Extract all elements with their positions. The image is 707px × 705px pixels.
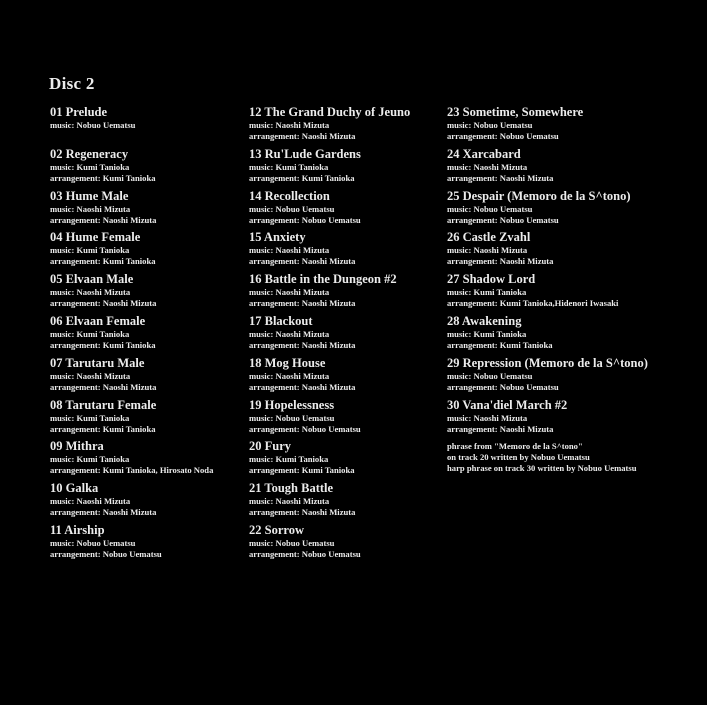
track-title: 05 Elvaan Male (50, 272, 134, 287)
tracklist-column-3-tracks (447, 105, 697, 439)
track-music-credit: music: Naoshi Mizuta (50, 370, 131, 381)
track-arrangement-credit: arrangement: Kumi Tanioka (50, 256, 156, 267)
track-arrangement-credit: arrangement: Naoshi Mizuta (249, 298, 356, 309)
track-title: 30 Vana'diel March #2 (447, 397, 568, 412)
track-title: 24 Xarcabard (447, 146, 521, 161)
track-title: 14 Recollection (249, 188, 330, 203)
track-title: 26 Castle Zvahl (447, 230, 531, 245)
track-arrangement-credit: arrangement: Naoshi Mizuta (447, 256, 554, 267)
track-arrangement-credit: arrangement: Kumi Tanioka (249, 172, 355, 183)
track-title: 21 Tough Battle (249, 481, 334, 496)
track-arrangement-credit: arrangement: Kumi Tanioka (447, 339, 553, 350)
track-music-credit: music: Nobuo Uematsu (50, 120, 136, 130)
track-arrangement-credit: arrangement: Naoshi Mizuta (249, 131, 356, 141)
track-item (50, 105, 245, 147)
track-title: 13 Ru'Lude Gardens (249, 146, 361, 161)
track-music-credit: music: Nobuo Uematsu (50, 537, 136, 548)
credit-note-line: on track 20 written by Nobuo Uematsu (447, 452, 590, 463)
track-arrangement-credit: arrangement: Nobuo Uematsu (447, 381, 559, 392)
track-item (249, 398, 444, 440)
track-arrangement-credit: arrangement: Kumi Tanioka (50, 172, 156, 183)
track-arrangement-credit: arrangement: Naoshi Mizuta (249, 256, 356, 267)
track-item (50, 398, 245, 440)
track-music-credit: music: Naoshi Mizuta (447, 245, 528, 256)
track-title: 10 Galka (50, 481, 99, 496)
track-music-credit: music: Nobuo Uematsu (249, 412, 335, 423)
track-item (50, 439, 245, 481)
track-music-credit: music: Kumi Tanioka (249, 454, 329, 465)
track-music-credit: music: Naoshi Mizuta (249, 496, 330, 507)
track-title: 02 Regeneracy (50, 146, 129, 161)
track-item (50, 147, 245, 189)
track-title: 29 Repression (Memoro de la S^tono) (447, 355, 648, 370)
track-music-credit: music: Kumi Tanioka (50, 328, 130, 339)
track-arrangement-credit: arrangement: Naoshi Mizuta (447, 172, 554, 183)
track-title: 03 Hume Male (50, 188, 129, 203)
track-item (447, 398, 697, 440)
credit-note-line: harp phrase on track 30 written by Nobuo Uematsu (447, 463, 637, 474)
track-arrangement-credit: arrangement: Naoshi Mizuta (249, 381, 356, 392)
track-music-credit: music: Kumi Tanioka (249, 161, 329, 172)
track-arrangement-credit: arrangement: Nobuo Uematsu (447, 131, 559, 141)
track-item (447, 230, 697, 272)
track-item (249, 439, 444, 481)
track-music-credit: music: Nobuo Uematsu (447, 203, 533, 214)
track-item (249, 481, 444, 523)
track-item (249, 189, 444, 231)
track-music-credit: music: Kumi Tanioka (50, 454, 130, 465)
track-arrangement-credit: arrangement: Kumi Tanioka, Hirosato Noda (50, 465, 214, 476)
track-music-credit: music: Naoshi Mizuta (249, 328, 330, 339)
track-title: 08 Tarutaru Female (50, 397, 157, 412)
track-music-credit: music: Naoshi Mizuta (447, 412, 528, 423)
track-item (249, 105, 444, 147)
track-music-credit: music: Kumi Tanioka (447, 287, 527, 298)
track-arrangement-credit: arrangement: Naoshi Mizuta (50, 214, 157, 225)
track-item (50, 272, 245, 314)
track-item (447, 105, 697, 147)
track-music-credit: music: Kumi Tanioka (447, 328, 527, 339)
credit-notes (447, 441, 697, 474)
track-arrangement-credit: arrangement: Nobuo Uematsu (447, 214, 559, 225)
track-title: 09 Mithra (50, 439, 104, 454)
track-arrangement-credit: arrangement: Naoshi Mizuta (50, 298, 157, 309)
track-item (447, 147, 697, 189)
track-title: 06 Elvaan Female (50, 313, 146, 328)
track-item (50, 189, 245, 231)
track-title: 27 Shadow Lord (447, 272, 536, 287)
track-item (249, 356, 444, 398)
track-item (249, 230, 444, 272)
credit-note-line: phrase from "Memoro de la S^tono" (447, 441, 583, 452)
tracklist-column-3 (447, 105, 697, 474)
track-item (447, 189, 697, 231)
track-title: 19 Hopelessness (249, 397, 335, 412)
track-item (447, 314, 697, 356)
track-title: 01 Prelude (50, 105, 108, 119)
track-music-credit: music: Kumi Tanioka (50, 412, 130, 423)
track-music-credit: music: Naoshi Mizuta (50, 496, 131, 507)
track-arrangement-credit: arrangement: Nobuo Uematsu (50, 548, 162, 559)
track-title: 20 Fury (249, 439, 292, 454)
track-arrangement-credit: arrangement: Naoshi Mizuta (249, 339, 356, 350)
track-music-credit: music: Naoshi Mizuta (249, 120, 330, 130)
tracklist-column-2 (249, 105, 444, 565)
track-arrangement-credit: arrangement: Kumi Tanioka (249, 465, 355, 476)
track-title: 23 Sometime, Somewhere (447, 105, 584, 119)
track-title: 18 Mog House (249, 355, 326, 370)
track-item (50, 523, 245, 565)
track-arrangement-credit: arrangement: Nobuo Uematsu (249, 214, 361, 225)
track-arrangement-credit: arrangement: Nobuo Uematsu (249, 548, 361, 559)
track-title: 22 Sorrow (249, 522, 304, 537)
track-arrangement-credit: arrangement: Nobuo Uematsu (249, 423, 361, 434)
track-arrangement-credit: arrangement: Kumi Tanioka,Hidenori Iwasaki (447, 298, 619, 309)
track-arrangement-credit: arrangement: Naoshi Mizuta (50, 381, 157, 392)
track-arrangement-credit: arrangement: Naoshi Mizuta (50, 507, 157, 518)
track-music-credit: music: Nobuo Uematsu (249, 203, 335, 214)
track-music-credit: music: Kumi Tanioka (50, 245, 130, 256)
track-item (249, 272, 444, 314)
track-arrangement-credit: arrangement: Kumi Tanioka (50, 423, 156, 434)
track-title: 25 Despair (Memoro de la S^tono) (447, 188, 631, 203)
track-title: 15 Anxiety (249, 230, 306, 245)
track-music-credit: music: Naoshi Mizuta (50, 287, 131, 298)
track-music-credit: music: Naoshi Mizuta (249, 370, 330, 381)
track-music-credit: music: Naoshi Mizuta (447, 161, 528, 172)
track-title: 28 Awakening (447, 313, 522, 328)
track-music-credit: music: Nobuo Uematsu (447, 370, 533, 381)
track-music-credit: music: Naoshi Mizuta (50, 203, 131, 214)
track-title: 16 Battle in the Dungeon #2 (249, 272, 397, 287)
track-item (249, 147, 444, 189)
track-item (50, 356, 245, 398)
track-music-credit: music: Naoshi Mizuta (249, 287, 330, 298)
track-item (50, 230, 245, 272)
track-music-credit: music: Nobuo Uematsu (447, 120, 533, 130)
track-arrangement-credit: arrangement: Naoshi Mizuta (447, 423, 554, 434)
track-title: 04 Hume Female (50, 230, 141, 245)
track-item (447, 272, 697, 314)
track-item (249, 523, 444, 565)
track-music-credit: music: Naoshi Mizuta (249, 245, 330, 256)
track-title: 07 Tarutaru Male (50, 355, 145, 370)
track-title: 11 Airship (50, 522, 105, 537)
track-title: 12 The Grand Duchy of Jeuno (249, 105, 411, 119)
track-title: 17 Blackout (249, 313, 313, 328)
tracklist-column-1 (50, 105, 245, 565)
track-music-credit: music: Kumi Tanioka (50, 161, 130, 172)
track-arrangement-credit: arrangement: Naoshi Mizuta (249, 507, 356, 518)
track-item (447, 356, 697, 398)
track-item (50, 481, 245, 523)
track-item (249, 314, 444, 356)
track-arrangement-credit: arrangement: Kumi Tanioka (50, 339, 156, 350)
track-music-credit: music: Nobuo Uematsu (249, 537, 335, 548)
disc-title: Disc 2 (49, 74, 95, 93)
track-item (50, 314, 245, 356)
